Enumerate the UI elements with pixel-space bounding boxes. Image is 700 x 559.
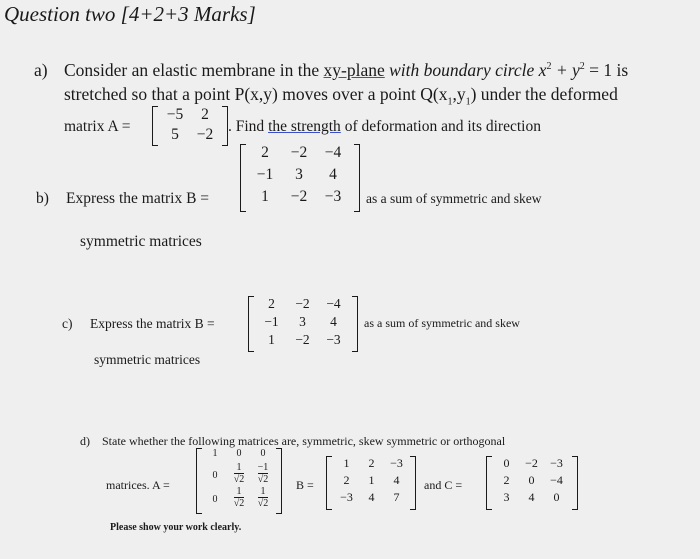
matrix-a-cell: 5 — [171, 126, 179, 143]
matrix-b-cell: −3 — [326, 332, 341, 347]
part-a-find: . Find the strength of deformation and its direction — [228, 118, 541, 135]
matrix-c-d-cell: 4 — [528, 490, 535, 504]
matrix-b-cell: 3 — [299, 314, 306, 329]
footer-note: Please show your work clearly. — [110, 522, 242, 533]
matrix-a-d-cell: 1 — [212, 448, 218, 459]
part-b-label: b) — [36, 190, 49, 207]
matrix-b-d-label: B = — [296, 478, 314, 492]
matrix-a-cell: −2 — [196, 126, 214, 143]
part-b-line2: symmetric matrices — [80, 233, 202, 250]
matrix-b-cell: −4 — [326, 296, 341, 311]
matrix-b-cell: 4 — [329, 166, 337, 183]
matrix-a-cell: 2 — [201, 106, 209, 123]
matrix-b-d-cell: 7 — [393, 490, 400, 504]
matrix-b-cell: 4 — [330, 314, 337, 329]
matrix-a-label: matrix A = — [64, 118, 131, 135]
matrix-b-cell: 3 — [295, 166, 303, 183]
matrix-c-d-cell: 2 — [503, 473, 510, 487]
matrix-b-cell: −1 — [264, 314, 279, 329]
matrix-a-d-cell: 0 — [260, 448, 266, 459]
matrix-b-cell: −2 — [290, 144, 308, 161]
part-b-as: as a sum of symmetric and skew — [366, 191, 542, 206]
matrix-a-d-frac: 1 √2 — [233, 486, 245, 509]
matrix-b-cell: −2 — [290, 188, 308, 205]
matrix-b-d-cell: 2 — [343, 473, 350, 487]
matrix-b-cell: −2 — [295, 296, 310, 311]
matrix-b-d-cell: −3 — [390, 456, 403, 470]
matrix-b-cell: −3 — [324, 188, 342, 205]
matrix-b-d-cell: 1 — [368, 473, 375, 487]
matrix-b-part-b — [240, 144, 360, 212]
matrix-a — [152, 106, 228, 146]
matrix-a-d-cell: 0 — [212, 470, 218, 481]
part-c-text: Express the matrix B = — [90, 316, 215, 331]
matrix-b-d-cell: 2 — [368, 456, 375, 470]
and-c-label: and C = — [424, 478, 463, 492]
part-d-label: d) — [80, 434, 90, 448]
part-b-text: Express the matrix B = — [66, 190, 210, 207]
matrix-c-d-cell: 3 — [503, 490, 510, 504]
question-title: Question two [4+2+3 Marks] — [4, 2, 256, 26]
part-a-line2: stretched so that a point P(x,y) moves over a point $Q(x_1,y_1)$ under the deformed — [64, 84, 618, 108]
matrix-a-d-frac: 1 √2 — [233, 462, 245, 485]
part-c-line2: symmetric matrices — [94, 352, 201, 367]
part-c-as: as a sum of symmetric and skew — [364, 316, 520, 330]
matrix-b-cell: 1 — [261, 188, 269, 205]
matrix-a-d-frac: 1 √2 — [257, 486, 269, 509]
matrix-c-d-cell: −3 — [550, 456, 563, 470]
matrix-c-d-cell: −2 — [525, 456, 538, 470]
matrices-a-label: matrices. A = — [106, 478, 170, 492]
matrix-b-part-c — [248, 296, 358, 352]
matrix-c-d-cell: 0 — [503, 456, 510, 470]
matrix-b-cell: −1 — [256, 166, 274, 183]
matrix-a-d-frac: −1 √2 — [257, 462, 269, 485]
matrix-b-d-cell: −3 — [340, 490, 353, 504]
matrix-c-d-cell: 0 — [528, 473, 535, 487]
matrix-c-d-cell: −4 — [550, 473, 563, 487]
part-a-label: a) — [34, 60, 48, 80]
matrix-b-cell: −2 — [295, 332, 310, 347]
matrix-c-part-d — [486, 456, 578, 510]
matrix-b-cell: 2 — [268, 296, 275, 311]
matrix-b-cell: 2 — [261, 144, 269, 161]
matrix-b-cell: −4 — [324, 144, 342, 161]
matrix-b-d-cell: 1 — [343, 456, 350, 470]
part-c-label: c) — [62, 316, 73, 331]
matrix-a-cell: −5 — [166, 106, 184, 123]
part-a-line1: Consider an elastic membrane in the xy-plane with boundary circle $x^2 + y^2 = 1$ is — [64, 60, 629, 80]
matrix-a-part-d — [196, 448, 282, 514]
part-d-text: State whether the following matrices are, symmetric, skew symmetric or orthogonal — [102, 434, 506, 448]
matrix-c-d-cell: 0 — [553, 490, 560, 504]
matrix-a-d-cell: 0 — [212, 494, 218, 505]
matrix-b-part-d — [326, 456, 416, 510]
matrix-a-d-cell: 0 — [236, 448, 242, 459]
matrix-b-d-cell: 4 — [368, 490, 375, 504]
matrix-b-d-cell: 4 — [393, 473, 400, 487]
matrix-b-cell: 1 — [268, 332, 275, 347]
